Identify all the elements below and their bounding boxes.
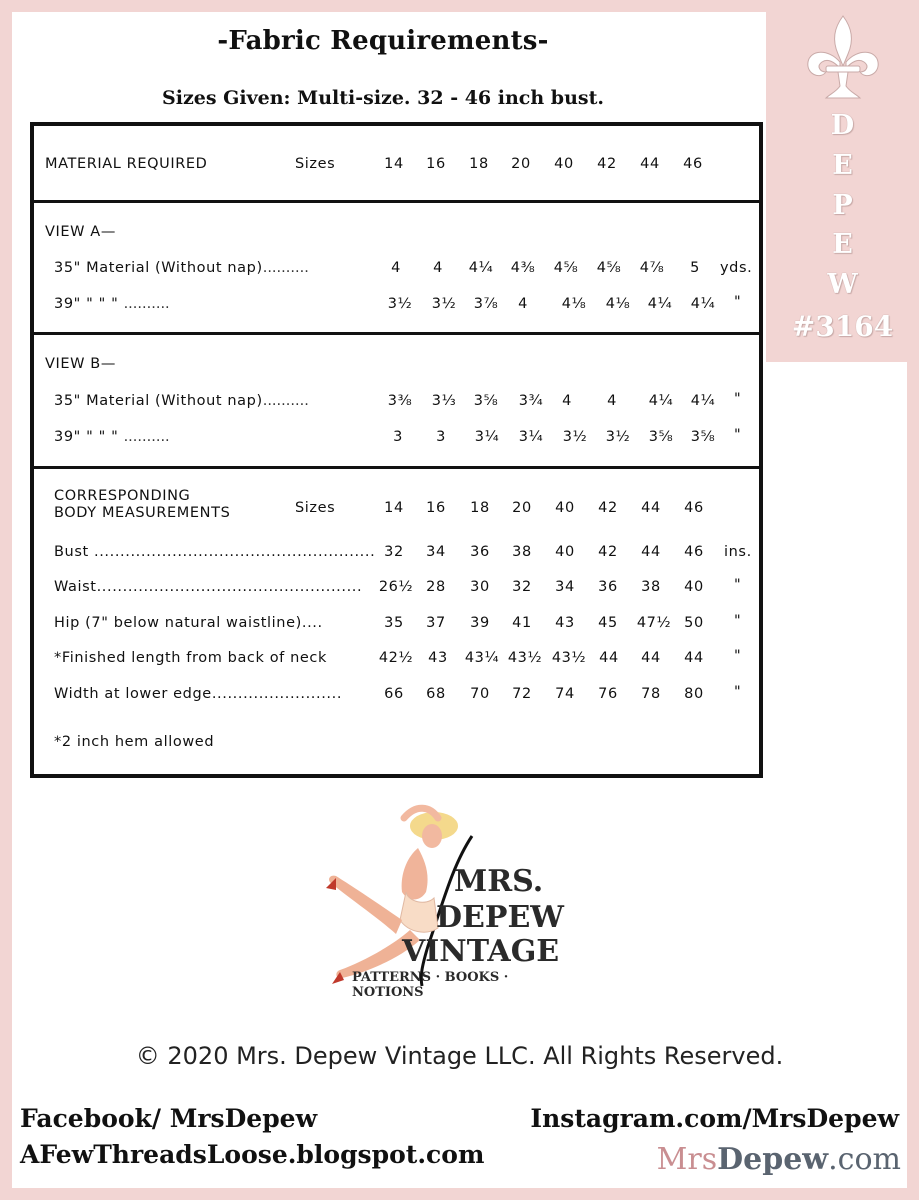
view-a-row-2-value: 4⅛ — [561, 296, 587, 312]
hip-value: 41 — [512, 615, 532, 631]
view-b-row-2-value: 3 — [393, 429, 403, 445]
view-a-row-1-value: 4⅜ — [510, 260, 536, 276]
sizes-given: Sizes Given: Multi-size. 32 - 46 inch bust. — [162, 87, 604, 109]
blog-link[interactable]: AFewThreadsLoose.blogspot.com — [20, 1140, 485, 1169]
hip-value: 35 — [384, 615, 404, 631]
view-b-row-2-value: 3⅝ — [648, 429, 674, 445]
hem-footnote: *2 inch hem allowed — [54, 734, 215, 750]
width-lower-edge-value: 74 — [555, 686, 575, 702]
finished-length-value: 44 — [641, 650, 661, 666]
view-a-row-1-value: 4⅞ — [639, 260, 665, 276]
bust-value: 44 — [641, 544, 661, 560]
waist-label: Waist................................................... — [54, 579, 363, 595]
body-size-header: 40 — [555, 500, 575, 516]
bust-unit: ins. — [724, 544, 752, 560]
body-size-header: 14 — [384, 500, 404, 516]
finished-length-value: 42½ — [378, 650, 414, 666]
view-a-row-1-value: 5 — [690, 260, 700, 276]
pattern-number: #3164 — [791, 310, 894, 343]
fabric-requirements-table — [30, 122, 763, 778]
waist-value: 34 — [555, 579, 575, 595]
body-size-header: 16 — [426, 500, 446, 516]
width-lower-edge-value: 68 — [426, 686, 446, 702]
logo-tagline: PATTERNS · BOOKS · NOTIONS — [352, 970, 509, 1000]
waist-value: 36 — [598, 579, 618, 595]
view-a-row-2-value: 3½ — [431, 296, 457, 312]
waist-value: 38 — [641, 579, 661, 595]
size-header: 14 — [384, 156, 404, 172]
view-b-row-1-value: 4¼ — [690, 393, 716, 409]
finished-length-value: 44 — [684, 650, 704, 666]
brand-letter-d: D — [830, 110, 855, 141]
width-lower-edge-value: 76 — [598, 686, 618, 702]
fleur-de-lis-icon — [802, 14, 884, 102]
view-a-row-2-value: 4⅛ — [605, 296, 631, 312]
view-a-row-1-value: 4⅝ — [553, 260, 579, 276]
view-b-row-2-value: 3½ — [605, 429, 631, 445]
page-title: -Fabric Requirements- — [217, 26, 549, 56]
brand-letter-e: E — [832, 150, 853, 181]
view-b-row-1-value: 3¾ — [518, 393, 544, 409]
view-a-row-2-value: 3⅞ — [473, 296, 499, 312]
view-b-label: VIEW B— — [45, 356, 116, 372]
facebook-link[interactable]: Facebook/ MrsDepew — [20, 1104, 318, 1133]
size-header: 18 — [469, 156, 489, 172]
view-b-row-1-value: 4 — [562, 393, 572, 409]
waist-unit: " — [734, 577, 742, 593]
view-a-row-2-value: 4 — [518, 296, 528, 312]
hip-value: 39 — [470, 615, 490, 631]
view-a-row-1-label: 35" Material (Without nap).......... — [54, 260, 309, 276]
view-b-row-1-value: 4 — [607, 393, 617, 409]
view-b-row-2-value: 3¼ — [518, 429, 544, 445]
sizes-label: Sizes — [295, 156, 336, 172]
logo-line-2: DEPEW — [436, 900, 564, 935]
size-header: 40 — [554, 156, 574, 172]
brand-letter-p: P — [832, 190, 853, 221]
view-a-row-2-value: 3½ — [387, 296, 413, 312]
logo-line-3: VINTAGE — [402, 934, 560, 969]
body-measurements-label: CORRESPONDING BODY MEASUREMENTS — [54, 488, 231, 521]
logo-line-1: MRS. — [454, 864, 544, 899]
view-b-row-2-label: 39" " " " .......... — [54, 429, 170, 445]
site-part-3: .com — [828, 1142, 901, 1177]
view-b-row-2-value: 3 — [436, 429, 446, 445]
finished-length-value: 44 — [599, 650, 619, 666]
brand-letter-e2: E — [832, 229, 853, 260]
bust-value: 46 — [684, 544, 704, 560]
view-b-row-1-value: 3⅜ — [387, 393, 413, 409]
finished-length-value: 43¼ — [464, 650, 500, 666]
hip-label: Hip (7" below natural waistline).... — [54, 615, 323, 631]
width-lower-edge-value: 70 — [470, 686, 490, 702]
size-header: 42 — [597, 156, 617, 172]
view-b-row-2-value: 3½ — [562, 429, 588, 445]
view-a-row-1-value: 4 — [433, 260, 443, 276]
view-a-row-2-unit: " — [734, 294, 742, 310]
hip-unit: " — [734, 613, 742, 629]
size-header: 44 — [640, 156, 660, 172]
width-lower-edge-value: 72 — [512, 686, 532, 702]
view-a-row-2-value: 4¼ — [690, 296, 716, 312]
hip-value: 43 — [555, 615, 575, 631]
body-size-header: 46 — [684, 500, 704, 516]
body-size-header: 20 — [512, 500, 532, 516]
body-size-header: 18 — [470, 500, 490, 516]
width-lower-edge-label: Width at lower edge......................... — [54, 686, 343, 702]
hip-value: 37 — [426, 615, 446, 631]
width-lower-edge-value: 80 — [684, 686, 704, 702]
view-b-row-1-label: 35" Material (Without nap).......... — [54, 393, 309, 409]
view-a-row-1-value: 4 — [391, 260, 401, 276]
website-link[interactable] — [657, 1142, 901, 1177]
instagram-link[interactable]: Instagram.com/MrsDepew — [530, 1104, 899, 1133]
hip-value: 50 — [684, 615, 704, 631]
body-sizes-label: Sizes — [295, 500, 336, 516]
view-a-row-1-value: 4⅝ — [596, 260, 622, 276]
view-b-row-1-value: 3⅝ — [473, 393, 499, 409]
bust-value: 38 — [512, 544, 532, 560]
waist-value: 32 — [512, 579, 532, 595]
table-divider — [34, 332, 759, 335]
material-required-label: MATERIAL REQUIRED — [45, 156, 208, 172]
finished-length-label: *Finished length from back of neck — [54, 650, 327, 666]
finished-length-value: 43½ — [551, 650, 587, 666]
bust-value: 42 — [598, 544, 618, 560]
mrs-depew-vintage-logo — [322, 796, 562, 1020]
view-b-row-2-value: 3⅝ — [690, 429, 716, 445]
bust-label: Bust ...................................................... — [54, 544, 376, 560]
bust-value: 32 — [384, 544, 404, 560]
size-header: 20 — [511, 156, 531, 172]
view-b-row-1-value: 3⅓ — [431, 393, 457, 409]
waist-value: 30 — [470, 579, 490, 595]
body-size-header: 44 — [641, 500, 661, 516]
bust-value: 40 — [555, 544, 575, 560]
finished-length-value: 43½ — [507, 650, 543, 666]
width-lower-edge-value: 66 — [384, 686, 404, 702]
width-lower-edge-value: 78 — [641, 686, 661, 702]
table-divider — [34, 466, 759, 469]
finished-length-unit: " — [734, 648, 742, 664]
view-a-label: VIEW A— — [45, 224, 116, 240]
size-header: 16 — [426, 156, 446, 172]
site-part-1: Mrs — [656, 1142, 718, 1177]
bust-value: 34 — [426, 544, 446, 560]
hip-value: 47½ — [636, 615, 672, 631]
view-a-row-2-label: 39" " " " .......... — [54, 296, 170, 312]
waist-value: 40 — [684, 579, 704, 595]
view-a-row-1-unit: yds. — [720, 260, 753, 276]
view-b-row-2-unit: " — [734, 427, 742, 443]
waist-value: 26½ — [378, 579, 414, 595]
finished-length-value: 43 — [428, 650, 448, 666]
waist-value: 28 — [426, 579, 446, 595]
site-part-2: Depew — [717, 1142, 829, 1177]
view-a-row-1-value: 4¼ — [468, 260, 494, 276]
view-b-row-2-value: 3¼ — [474, 429, 500, 445]
view-a-row-2-value: 4¼ — [647, 296, 673, 312]
table-divider — [34, 200, 759, 203]
width-lower-edge-unit: " — [734, 684, 742, 700]
brand-letter-w: W — [827, 269, 858, 300]
copyright-notice: © 2020 Mrs. Depew Vintage LLC. All Rights Reserved. — [135, 1042, 784, 1070]
view-b-row-1-value: 4¼ — [648, 393, 674, 409]
brand-panel — [766, 0, 919, 362]
bust-value: 36 — [470, 544, 490, 560]
size-header: 46 — [683, 156, 703, 172]
view-b-row-1-unit: " — [734, 391, 742, 407]
body-size-header: 42 — [598, 500, 618, 516]
hip-value: 45 — [598, 615, 618, 631]
